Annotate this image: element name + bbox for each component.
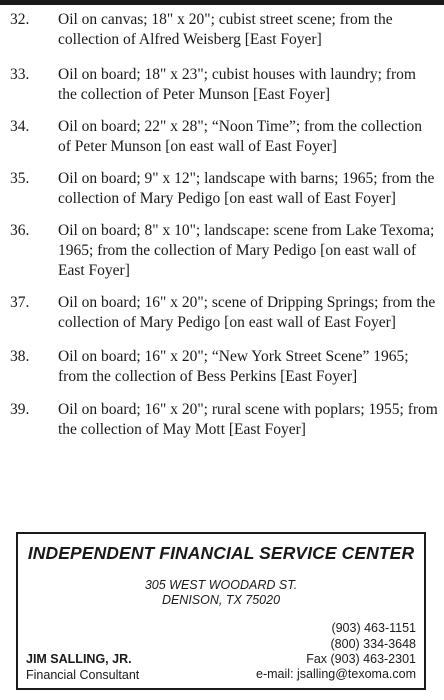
advertisement (16, 532, 426, 690)
entry-description: Oil on board; 18" x 23"; cubist houses with laundry; from the collection of Peter Munson [East Foyer] (58, 66, 416, 103)
ad-contact-title: Financial Consultant (26, 667, 140, 682)
entry-description: Oil on board; 22" x 28"; “Noon Time”; from the collection of Peter Munson [on east wall of East Foyer] (58, 118, 422, 155)
entry-number: 38. (10, 348, 30, 365)
top-rule (0, 0, 444, 5)
ad-contact-name: JIM SALLING, JR. (26, 652, 132, 666)
entry-number: 33. (10, 66, 30, 83)
ad-address-street: 305 WEST WOODARD ST. (144, 578, 298, 592)
entry-description: Oil on board; 8" x 10"; landscape: scene from Lake Texoma; 1965; from the collection of Mary Pedigo [on east wall of East Foyer] (58, 222, 435, 279)
entry-description: Oil on board; 16" x 20"; scene of Dripping Springs; from the collection of Mary Pedigo [on east wall of East Foyer] (58, 294, 436, 331)
ad-title: INDEPENDENT FINANCIAL SERVICE CENTER (27, 543, 415, 563)
entry-number: 34. (10, 118, 30, 135)
ad-phone-tollfree: (800) 334-3648 (330, 636, 416, 651)
ad-address-city: DENISON, TX 75020 (161, 593, 281, 607)
entry-number: 32. (10, 11, 30, 28)
ad-fax: Fax (903) 463-2301 (306, 652, 416, 666)
ad-phone-block (306, 621, 416, 668)
ad-phone-local: (903) 463-1151 (331, 621, 416, 635)
ad-contact (26, 652, 139, 683)
entry-description: Oil on board; 16" x 20"; “New York Street Scene” 1965; from the collection of Bess Perkins [East Foyer] (58, 348, 409, 385)
ad-address (18, 578, 424, 608)
entry-number: 36. (10, 222, 30, 239)
entry-number: 39. (10, 401, 30, 418)
entry-description: Oil on board; 9" x 12"; landscape with barns; 1965; from the collection of Mary Pedigo [on east wall of East Foyer] (58, 170, 435, 207)
entry-description: Oil on board; 16" x 20"; rural scene with poplars; 1955; from the collection of May Mott [East Foyer] (58, 401, 438, 438)
entry-number: 37. (10, 294, 30, 311)
ad-email: e-mail: jsalling@texoma.com (256, 667, 416, 681)
entry-description: Oil on canvas; 18" x 20"; cubist street scene; from the collection of Alfred Weisberg [East Foyer] (58, 11, 393, 48)
entry-number: 35. (10, 170, 30, 187)
